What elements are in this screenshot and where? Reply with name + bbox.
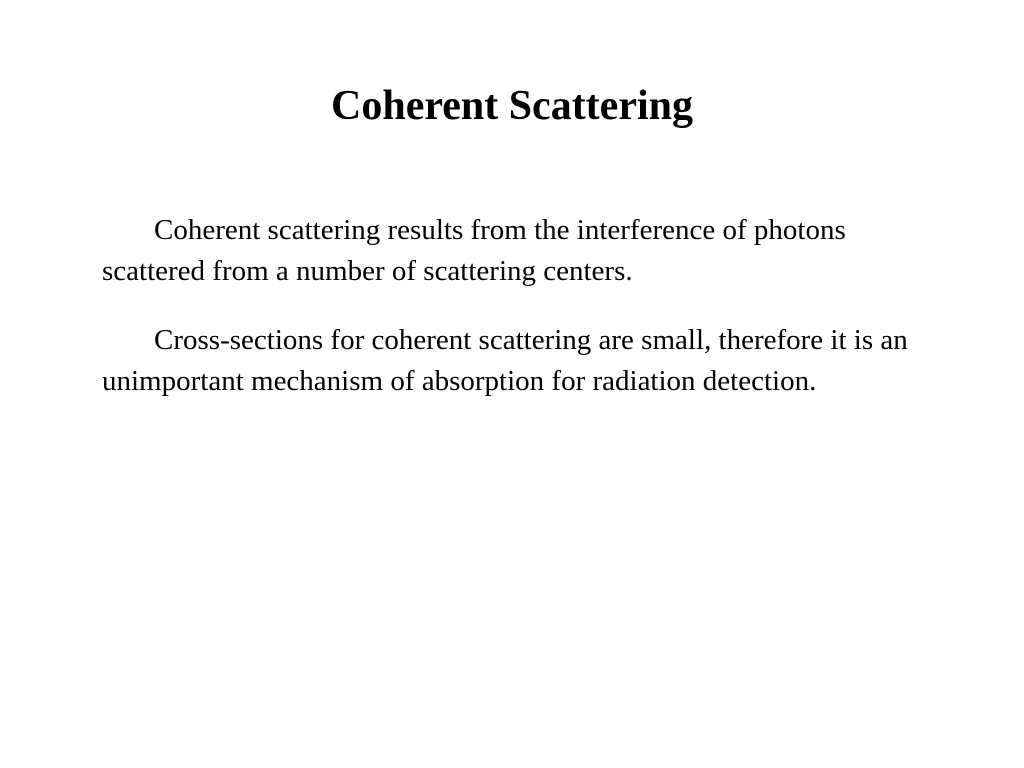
- paragraph-cross-sections: Cross-sections for coherent scattering are small, therefore it is an unimportant mechanism of absorption for radiation detection.: [102, 324, 908, 397]
- slide-body: [102, 210, 922, 430]
- paragraph-coherent-scattering-definition: Coherent scattering results from the interference of photons scattered from a number of scattering centers.: [102, 214, 846, 287]
- slide-title: Coherent Scattering: [331, 83, 693, 129]
